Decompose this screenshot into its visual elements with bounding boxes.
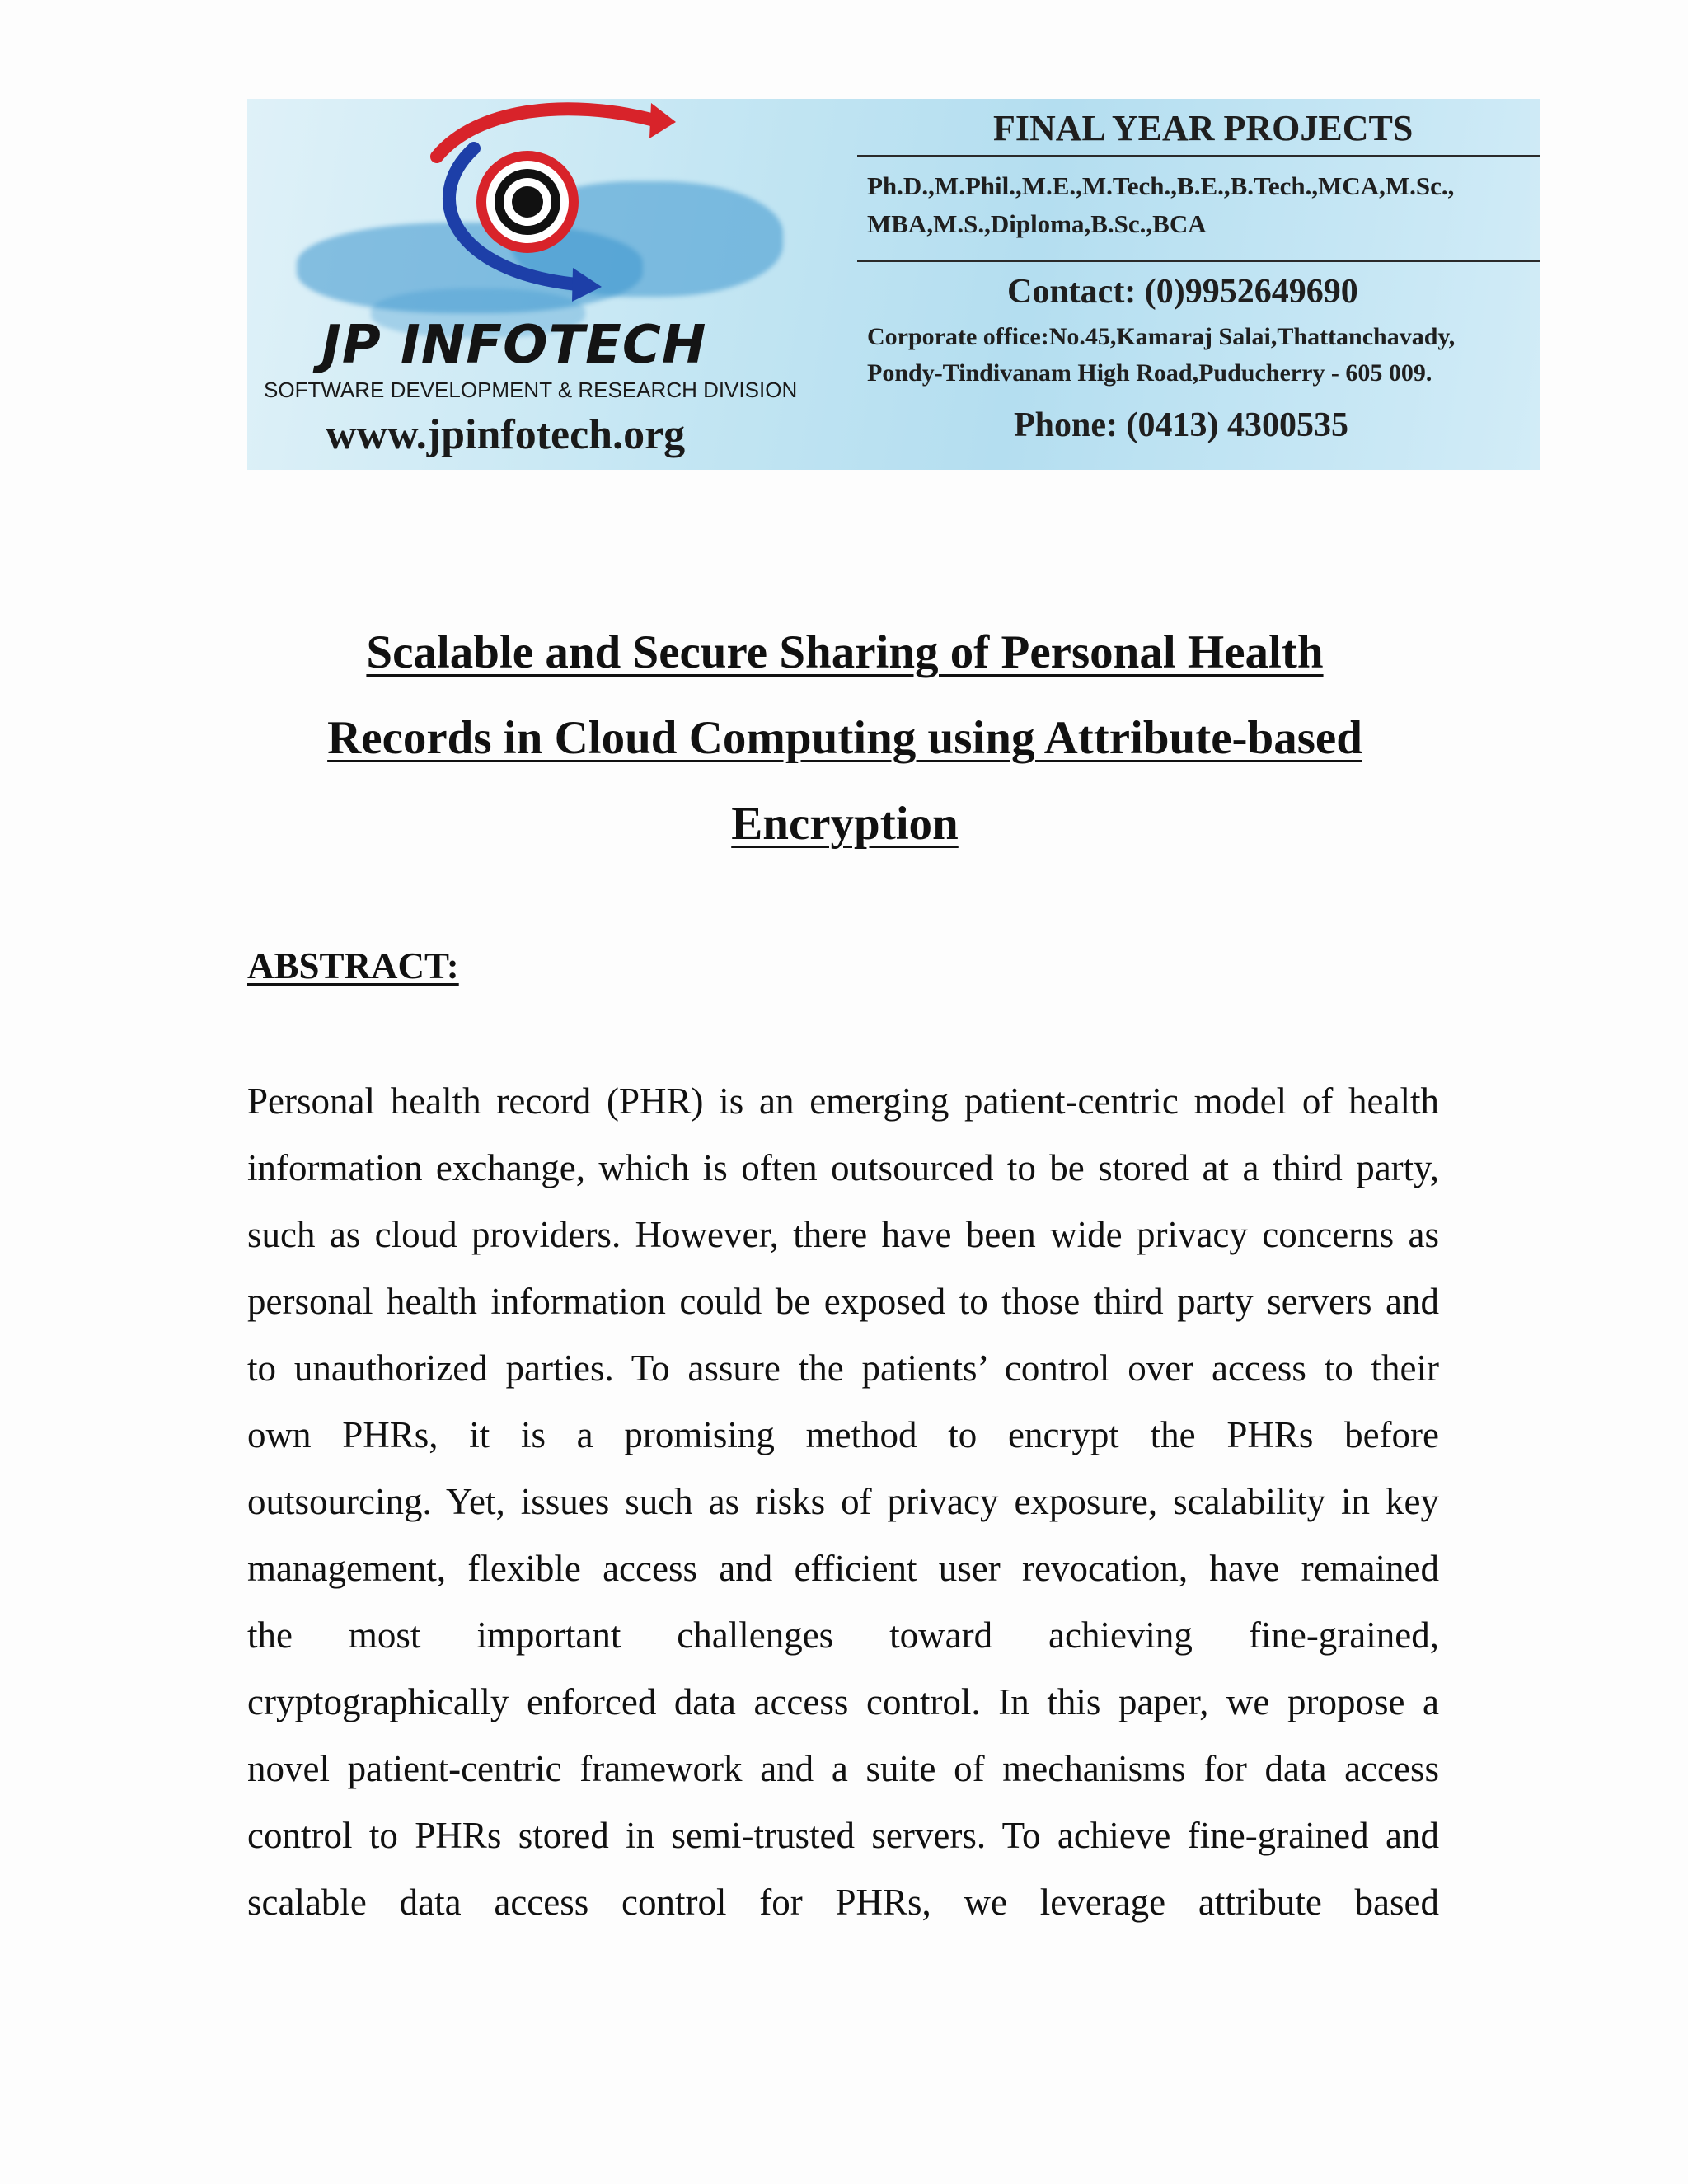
abstract-line: outsourcing. Yet, issues such as risks of privacy exposure, scalability in key (247, 1481, 1439, 1522)
document-title (247, 610, 1442, 867)
title-line: Scalable and Secure Sharing of Personal Health (366, 626, 1324, 678)
degrees-line: MBA,M.S.,Diploma,B.Sc.,BCA (867, 209, 1207, 238)
abstract-line: cryptographically enforced data access control. In this paper, we propose a (247, 1681, 1439, 1722)
abstract-line: Personal health record (PHR) is an emerging patient-centric model of health (247, 1080, 1439, 1122)
header-banner (247, 99, 1540, 470)
divider (857, 155, 1540, 157)
company-division: SOFTWARE DEVELOPMENT & RESEARCH DIVISION (264, 377, 798, 402)
degrees-line: Ph.D.,M.Phil.,M.E.,M.Tech.,B.E.,B.Tech.,MCA,M.Sc., (867, 171, 1455, 200)
jp-infotech-logo-icon (404, 99, 676, 305)
abstract-line: personal health information could be exposed to those third party servers and (247, 1281, 1439, 1322)
office-address-line: Pondy-Tindivanam High Road,Puducherry - 605 009. (867, 359, 1432, 387)
office-address-line: Corporate office:No.45,Kamaraj Salai,Thattanchavady, (867, 323, 1456, 350)
abstract-paragraph (247, 1068, 1439, 1936)
abstract-line: information exchange, which is often outsourced to be stored at a third party, (247, 1147, 1439, 1188)
divider (857, 260, 1540, 262)
title-line: Records in Cloud Computing using Attribute-based (327, 712, 1362, 764)
abstract-line: management, flexible access and efficient user revocation, have remained (247, 1548, 1439, 1589)
contact-number: Contact: (0)9952649690 (1007, 273, 1358, 311)
title-line: Encryption (731, 798, 959, 850)
abstract-line: novel patient-centric framework and a suite of mechanisms for data access (247, 1748, 1439, 1789)
abstract-line: the most important challenges toward achieving fine-grained, (247, 1615, 1439, 1656)
abstract-heading: ABSTRACT: (247, 945, 459, 987)
phone-number: Phone: (0413) 4300535 (1014, 406, 1348, 444)
abstract-line: to unauthorized parties. To assure the patients’ control over access to their (247, 1347, 1439, 1389)
company-brand: JP INFOTECH (321, 315, 707, 376)
abstract-line: scalable data access control for PHRs, we leverage attribute based (247, 1882, 1439, 1923)
abstract-line: such as cloud providers. However, there have been wide privacy concerns as (247, 1214, 1439, 1255)
company-website: www.jpinfotech.org (326, 411, 686, 458)
abstract-line: own PHRs, it is a promising method to encrypt the PHRs before (247, 1414, 1439, 1455)
abstract-line: control to PHRs stored in semi-trusted servers. To achieve fine-grained and (247, 1815, 1439, 1856)
banner-heading: FINAL YEAR PROJECTS (993, 108, 1414, 148)
